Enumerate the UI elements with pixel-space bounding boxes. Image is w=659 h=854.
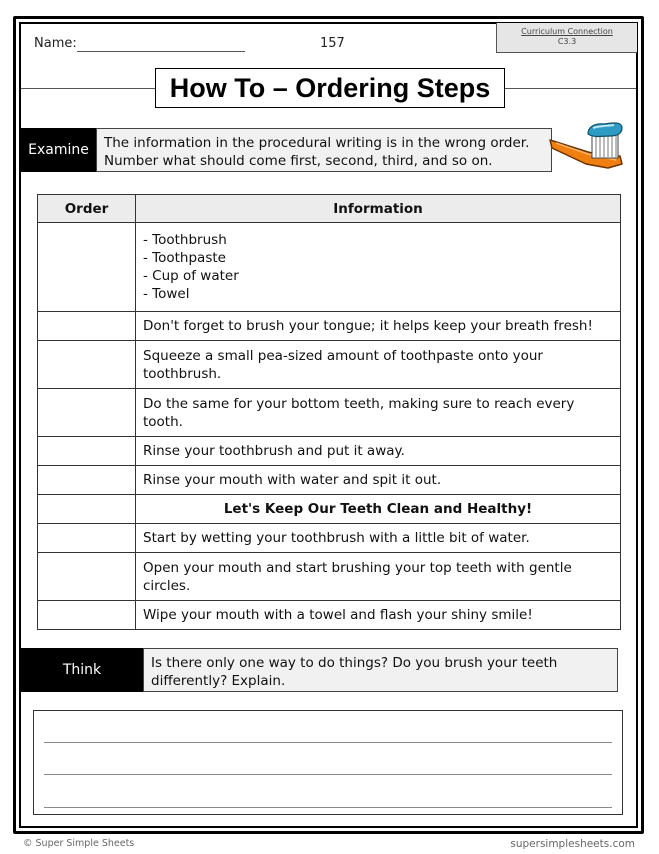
toothbrush-icon bbox=[548, 118, 626, 174]
table-row bbox=[38, 466, 621, 495]
info-cell: Rinse your mouth with water and spit it out. bbox=[136, 466, 621, 495]
curriculum-connection-box bbox=[496, 23, 637, 53]
examine-label: Examine bbox=[21, 128, 96, 172]
order-input[interactable] bbox=[38, 495, 136, 524]
answer-line[interactable] bbox=[44, 742, 612, 743]
order-input[interactable] bbox=[38, 223, 136, 312]
order-input[interactable] bbox=[38, 389, 136, 437]
table-row bbox=[38, 341, 621, 389]
info-cell: Open your mouth and start brushing your top teeth with gentle circles. bbox=[136, 553, 621, 601]
info-cell: Rinse your toothbrush and put it away. bbox=[136, 437, 621, 466]
table-row bbox=[38, 524, 621, 553]
curriculum-code: C3.3 bbox=[557, 37, 577, 46]
name-field[interactable] bbox=[77, 51, 245, 52]
table-header-row bbox=[38, 195, 621, 223]
curriculum-title: Curriculum Connection bbox=[521, 27, 613, 36]
info-cell: Start by wetting your toothbrush with a little bit of water. bbox=[136, 524, 621, 553]
info-cell-title: Let's Keep Our Teeth Clean and Healthy! bbox=[136, 495, 621, 524]
order-input[interactable] bbox=[38, 437, 136, 466]
page-title: How To – Ordering Steps bbox=[155, 68, 505, 108]
order-input[interactable] bbox=[38, 553, 136, 601]
answer-line[interactable] bbox=[44, 807, 612, 808]
table-row bbox=[38, 495, 621, 524]
order-input[interactable] bbox=[38, 341, 136, 389]
examine-line-1: The information in the procedural writing is in the wrong order. bbox=[104, 135, 530, 151]
list-item: - Toothbrush bbox=[143, 232, 227, 248]
think-line-2: differently? Explain. bbox=[151, 673, 286, 689]
page-number: 157 bbox=[320, 36, 345, 51]
think-question bbox=[143, 648, 618, 692]
order-input[interactable] bbox=[38, 312, 136, 341]
examine-instructions bbox=[96, 128, 552, 172]
info-cell: Wipe your mouth with a towel and flash your shiny smile! bbox=[136, 601, 621, 630]
table-row bbox=[38, 601, 621, 630]
order-input[interactable] bbox=[38, 466, 136, 495]
name-label: Name: bbox=[34, 36, 77, 51]
answer-box[interactable] bbox=[33, 710, 623, 815]
table-row bbox=[38, 223, 621, 312]
table-row bbox=[38, 553, 621, 601]
table-row bbox=[38, 312, 621, 341]
order-input[interactable] bbox=[38, 601, 136, 630]
info-cell: Don't forget to brush your tongue; it helps keep your breath fresh! bbox=[136, 312, 621, 341]
information-column-header: Information bbox=[136, 195, 621, 223]
info-cell bbox=[136, 223, 621, 312]
table-row bbox=[38, 389, 621, 437]
list-item: - Toothpaste bbox=[143, 250, 226, 266]
examine-line-2: Number what should come first, second, third, and so on. bbox=[104, 153, 493, 169]
list-item: - Cup of water bbox=[143, 268, 239, 284]
copyright-text: © Super Simple Sheets bbox=[23, 838, 135, 849]
info-cell: Do the same for your bottom teeth, making sure to reach every tooth. bbox=[136, 389, 621, 437]
answer-line[interactable] bbox=[44, 774, 612, 775]
order-column-header: Order bbox=[38, 195, 136, 223]
think-line-1: Is there only one way to do things? Do you brush your teeth bbox=[151, 655, 558, 671]
think-label: Think bbox=[21, 648, 143, 692]
list-item: - Towel bbox=[143, 286, 190, 302]
order-input[interactable] bbox=[38, 524, 136, 553]
website-link[interactable]: supersimplesheets.com bbox=[510, 838, 635, 850]
table-row bbox=[38, 437, 621, 466]
ordering-table bbox=[37, 194, 621, 630]
info-cell: Squeeze a small pea-sized amount of toothpaste onto your toothbrush. bbox=[136, 341, 621, 389]
